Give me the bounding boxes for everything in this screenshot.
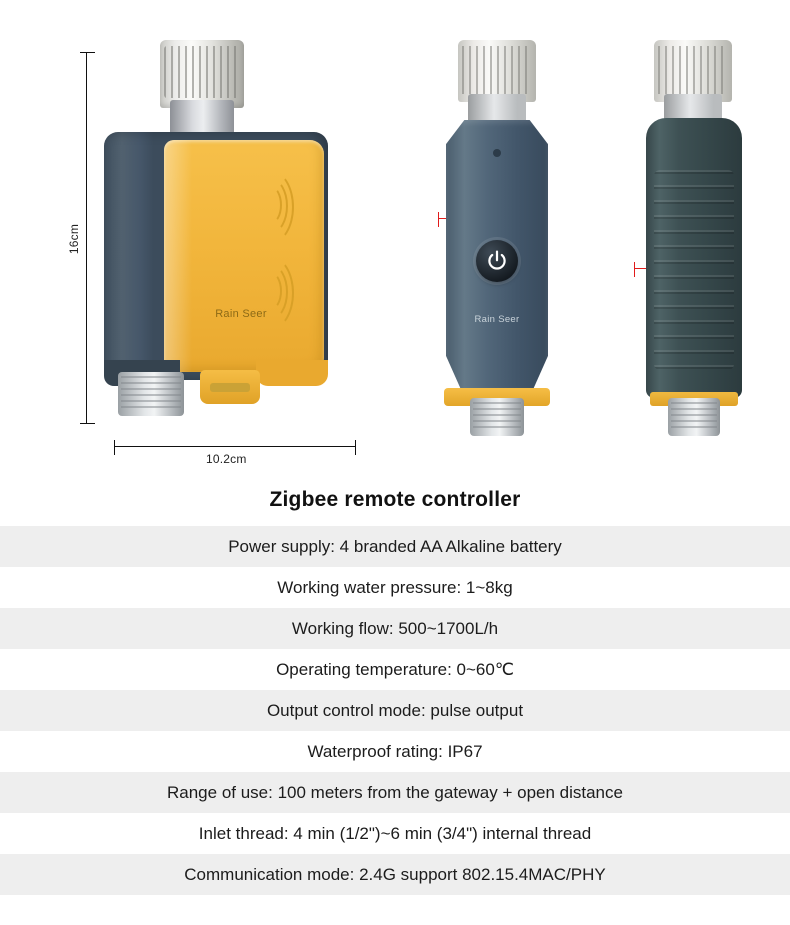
valve-body: [646, 118, 742, 398]
valve-release-tab: [200, 370, 260, 404]
valve-front-panel: [164, 140, 324, 372]
spec-text: Working flow: 500~1700L/h: [291, 618, 499, 638]
spec-row: [0, 567, 790, 608]
signal-wave-icon: [248, 170, 294, 244]
spec-text: Range of use: 100 meters from the gateway + open distance: [167, 782, 623, 802]
hose-cap-icon: [458, 40, 536, 102]
spec-text: Inlet thread: 4 min (1/2")~6 min (3/4") internal thread: [198, 823, 592, 843]
device-side-green: [628, 40, 758, 430]
spec-row: [0, 690, 790, 731]
spec-row: [0, 813, 790, 854]
valve-body: [104, 132, 328, 380]
spec-list: [0, 526, 790, 895]
power-icon: [487, 250, 507, 272]
brand-label-side: Rain Seer: [474, 314, 520, 325]
spec-title: Zigbee remote controller: [269, 488, 521, 511]
spec-text: Power supply: 4 branded AA Alkaline battery: [228, 536, 562, 556]
spec-text: Working water pressure: 1~8kg: [277, 577, 513, 597]
hose-cap-icon: [654, 40, 732, 102]
spec-row: [0, 649, 790, 690]
spec-text: Communication mode: 2.4G support 802.15.4MAC/PHY: [184, 864, 606, 884]
device-side-blue: [432, 40, 562, 430]
device-front-yellow: [96, 40, 336, 430]
spec-text: Waterproof rating: IP67: [307, 741, 483, 761]
height-dimension-label: 16cm: [67, 223, 81, 255]
hose-cap-icon: [160, 40, 244, 108]
width-dimension-line: [114, 446, 356, 447]
spec-row: [0, 772, 790, 813]
spec-row: [0, 608, 790, 649]
outlet-thread: [470, 398, 524, 436]
power-button[interactable]: [476, 240, 518, 282]
spec-row: [0, 526, 790, 567]
spec-row: [0, 731, 790, 772]
width-dimension-label: 10.2cm: [206, 452, 247, 466]
height-dimension-line: [86, 52, 87, 424]
spec-row: [0, 854, 790, 895]
outlet-thread: [668, 398, 720, 436]
led-indicator: [493, 149, 501, 157]
outlet-thread: [118, 372, 184, 416]
inlet-neck: [468, 94, 526, 124]
brand-label-front: Rain Seer: [215, 308, 267, 320]
valve-base-right: [256, 360, 328, 386]
spec-text: Output control mode: pulse output: [266, 700, 524, 720]
spec-text: Operating temperature: 0~60℃: [276, 659, 514, 679]
